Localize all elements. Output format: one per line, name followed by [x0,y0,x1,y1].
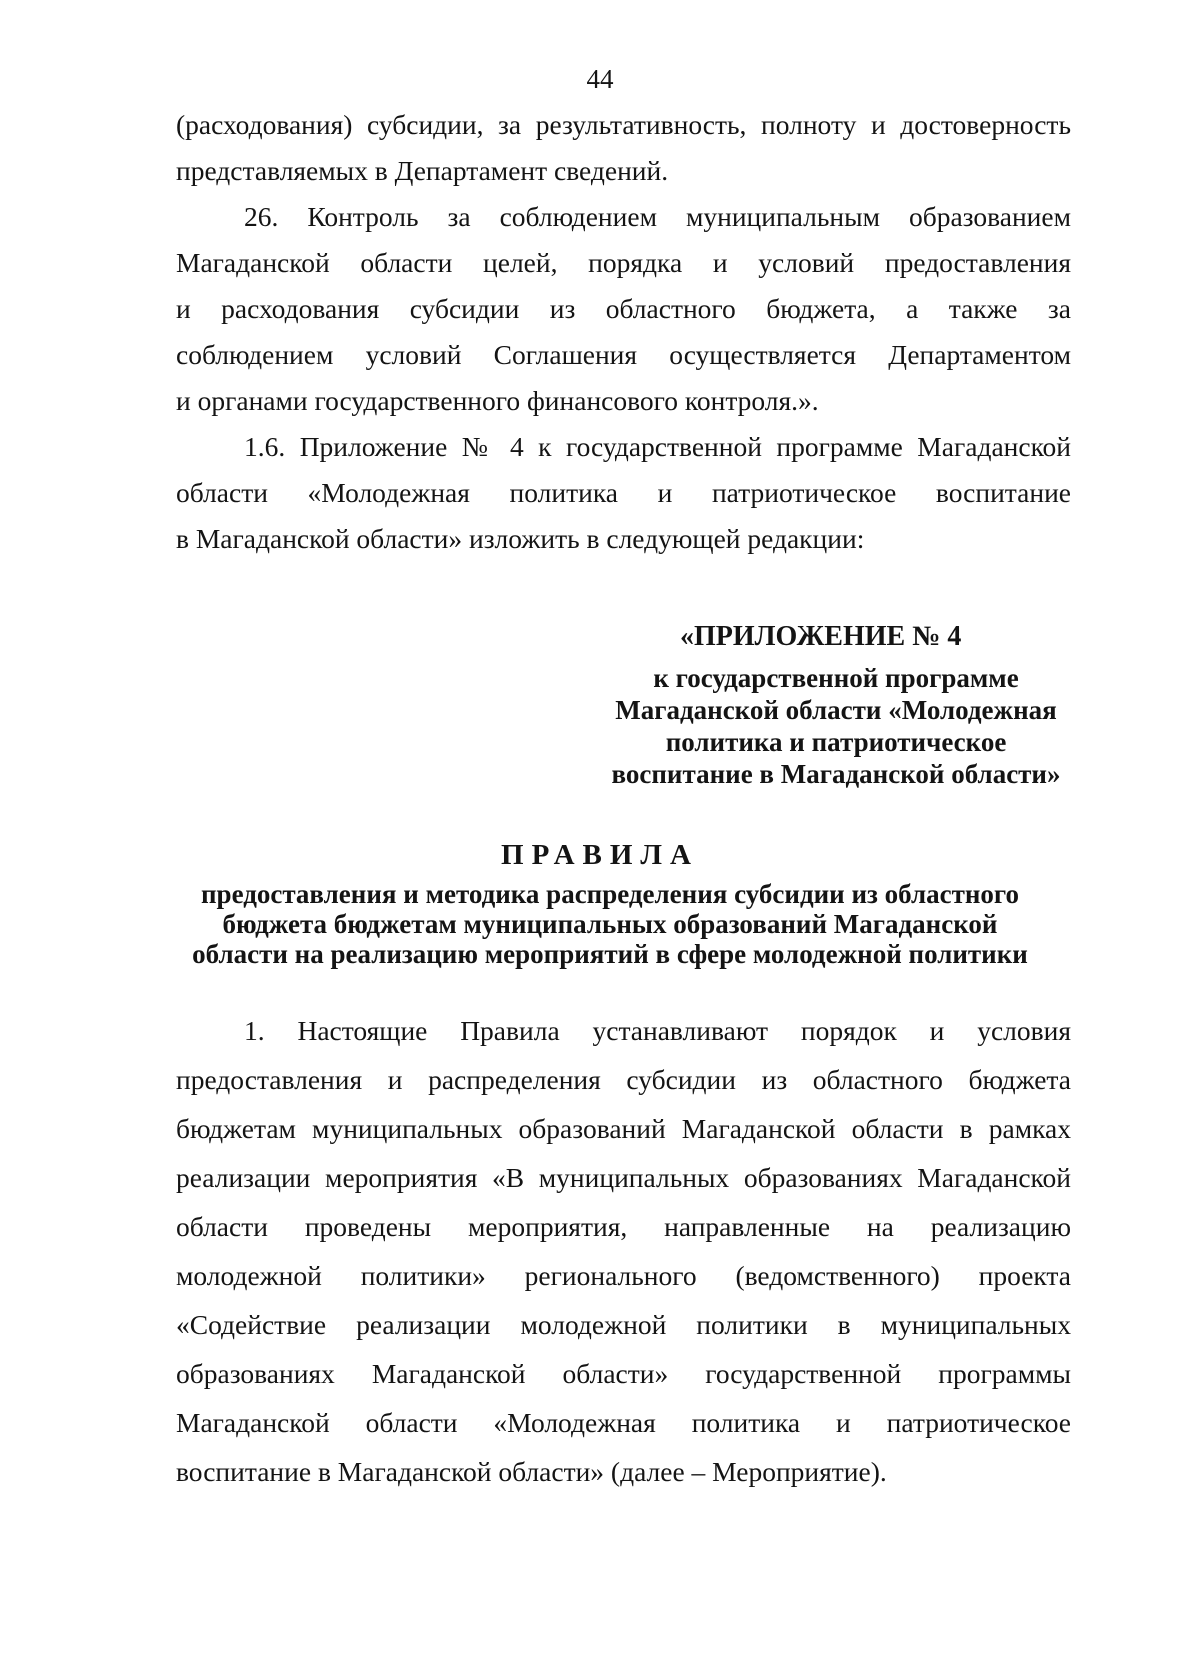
appendix-line: воспитание в Магаданской области» [611,759,1061,789]
rules-subtitle-line: предоставления и методика распределения субсидии из областного [201,879,1019,909]
text-line: «Содействие реализации молодежной политики в муниципальных [176,1309,1071,1340]
text-line: и органами государственного финансового контроля.». [176,385,819,416]
page-number: 44 [586,64,614,94]
text-line: Магаданской области «Молодежная политика и патриотическое [176,1407,1071,1438]
text-line: Магаданской области целей, порядка и условий предоставления [176,247,1071,278]
text-line: и расходования субсидии из областного бюджета, а также за [176,293,1071,324]
text-line: 1.6. Приложение № 4 к государственной программе Магаданской [244,431,1071,462]
text-line: в Магаданской области» изложить в следующей редакции: [176,523,865,554]
text-line: (расходования) субсидии, за результативность, полноту и достоверность [176,109,1071,140]
text-line: области проведены мероприятия, направленные на реализацию [176,1211,1071,1242]
rules-subtitle-line: бюджета бюджетам муниципальных образований Магаданской [222,909,998,939]
text-line: представляемых в Департамент сведений. [176,155,669,186]
text-line: 1. Настоящие Правила устанавливают порядок и условия [244,1015,1071,1046]
appendix-line: политика и патриотическое [665,727,1007,757]
text-line: реализации мероприятия «В муниципальных образованиях Магаданской [176,1162,1071,1193]
text-line: воспитание в Магаданской области» (далее – Мероприятие). [176,1456,887,1487]
rules-title: ПРАВИЛА [501,839,699,871]
appendix-title: «ПРИЛОЖЕНИЕ № 4 [680,621,962,652]
text-line: молодежной политики» регионального (ведомственного) проекта [176,1260,1071,1291]
rules-subtitle-line: области на реализацию мероприятий в сфере молодежной политики [192,939,1028,969]
text-line: бюджетам муниципальных образований Магаданской области в рамках [176,1113,1071,1144]
text-line: области «Молодежная политика и патриотическое воспитание [176,477,1071,508]
text-line: 26. Контроль за соблюдением муниципальным образованием [244,201,1071,232]
text-line: образованиях Магаданской области» государственной программы [176,1358,1071,1389]
text-line: предоставления и распределения субсидии из областного бюджета [176,1064,1071,1095]
appendix-line: Магаданской области «Молодежная [615,695,1057,725]
text-line: соблюдением условий Соглашения осуществляется Департаментом [176,339,1071,370]
appendix-line: к государственной программе [653,663,1019,693]
